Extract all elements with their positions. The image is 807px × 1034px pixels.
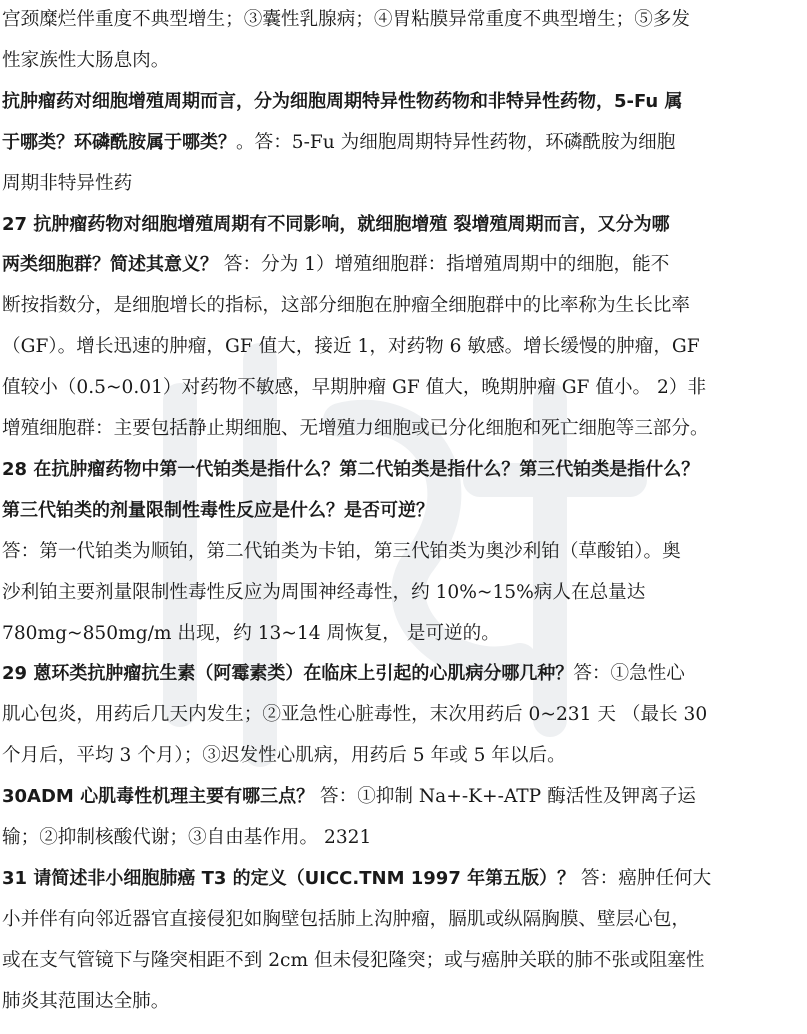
answer-text: 或在支气管镜下与隆突相距不到 2cm 但未侵犯隆突；或与癌肿关联的肺不张或阻塞性 <box>2 949 705 971</box>
text-line <box>2 695 802 735</box>
question-text: 28 在抗肿瘤药物中第一代铂类是指什么？第二代铂类是指什么？第三代铂类是指什么？ <box>2 458 700 480</box>
answer-text: 增殖细胞群：主要包括静止期细胞、无增殖力细胞或已分化细胞和死亡细胞等三部分。 <box>2 418 709 439</box>
question-text: 29 蒽环类抗肿瘤抗生素（阿霉素类）在临床上引起的心肌病分哪几种？ <box>2 663 574 685</box>
answer-text: 答：第一代铂类为顺铂，第二代铂类为卡铂，第三代铂类为奥沙利铂（草酸铂）。奥 <box>2 540 681 562</box>
text-line <box>2 327 802 367</box>
text-line <box>2 777 802 817</box>
text-line <box>2 409 802 449</box>
text-line <box>2 573 802 613</box>
answer-text: 答：①急性心 <box>573 663 685 685</box>
answer-text: 小并伴有向邻近器官直接侵犯如胸壁包括肺上沟肿瘤，膈肌或纵隔胸膜、壁层心包， <box>2 908 690 930</box>
text-line <box>2 532 802 572</box>
text-line <box>2 450 802 490</box>
text-line <box>2 0 802 40</box>
text-line <box>2 736 802 776</box>
text-line <box>2 245 802 285</box>
answer-text: 个月后，平均 3 个月）；③迟发性心肌病，用药后 5 年或 5 年以后。 <box>2 745 566 767</box>
question-text: 于哪类？环磷酰胺属于哪类？ <box>2 131 236 153</box>
text-line <box>2 368 802 408</box>
question-text: 30ADM 心肌毒性机理主要有哪三点？ <box>2 786 315 808</box>
answer-text: 。答：5-Fu 为细胞周期特异性药物，环磷酰胺为细胞 <box>236 131 676 153</box>
answer-text: 肌心包炎，用药后几天内发生；②亚急性心脏毒性，末次用药后 0~231 天 （最长 30 <box>2 704 708 726</box>
text-line <box>2 654 802 694</box>
answer-text: 答：癌肿任何大 <box>575 867 712 889</box>
answer-text: 780mg~850mg/m 出现，约 13~14 周恢复， 是可逆的。 <box>2 622 500 644</box>
text-line <box>2 82 802 122</box>
answer-text: 答：分为 1）增殖细胞群：指增殖周期中的细胞，能不 <box>218 254 670 276</box>
text-line <box>2 818 802 858</box>
answer-text: 宫颈糜烂伴重度不典型增生；③囊性乳腺病；④胃粘膜异常重度不典型增生；⑤多发 <box>2 9 690 30</box>
answer-text: 答：①抑制 Na+-K+-ATP 酶活性及钾离子运 <box>314 786 696 808</box>
text-line <box>2 859 802 899</box>
answer-text: 沙利铂主要剂量限制性毒性反应为周围神经毒性，约 10%~15%病人在总量达 <box>2 581 646 603</box>
question-text: 第三代铂类的剂量限制性毒性反应是什么？是否可逆？ <box>2 499 434 521</box>
text-line <box>2 41 802 81</box>
text-line <box>2 941 802 981</box>
question-text: 两类细胞群？简述其意义？ <box>2 254 218 276</box>
question-text: 抗肿瘤药对细胞增殖周期而言，分为细胞周期特异性物药物和非特异性药物，5-Fu 属 <box>2 90 683 112</box>
question-text: 31 请简述非小细胞肺癌 T3 的定义（UICC.TNM 1997 年第五版）？ <box>2 867 576 889</box>
text-line <box>2 164 802 204</box>
question-text: 27 抗肿瘤药物对细胞增殖周期有不同影响，就细胞增殖 裂增殖周期而言，又分为哪 <box>2 213 670 235</box>
answer-text: （GF）。增长迅速的肿瘤，GF 值大，接近 1，对药物 6 敏感。增长缓慢的肿瘤，GF <box>2 336 700 358</box>
text-line <box>2 900 802 940</box>
text-line <box>2 123 802 163</box>
text-line <box>2 491 802 531</box>
answer-text: 断按指数分，是细胞增长的指标，这部分细胞在肿瘤全细胞群中的比率称为生长比率 <box>2 295 690 317</box>
text-line <box>2 205 802 245</box>
answer-text: 输；②抑制核酸代谢；③自由基作用。 2321 <box>2 827 372 848</box>
text-line <box>2 982 802 1022</box>
answer-text: 肺炎其范围达全肺。 <box>2 990 170 1012</box>
answer-text: 周期非特异性药 <box>2 172 133 194</box>
answer-text: 值较小（0.5~0.01）对药物不敏感，早期肿瘤 GF 值大，晚期肿瘤 GF 值小。 2）非 <box>2 377 707 399</box>
answer-text: 性家族性大肠息肉。 <box>2 49 170 71</box>
text-line <box>2 614 802 654</box>
text-line <box>2 286 802 326</box>
